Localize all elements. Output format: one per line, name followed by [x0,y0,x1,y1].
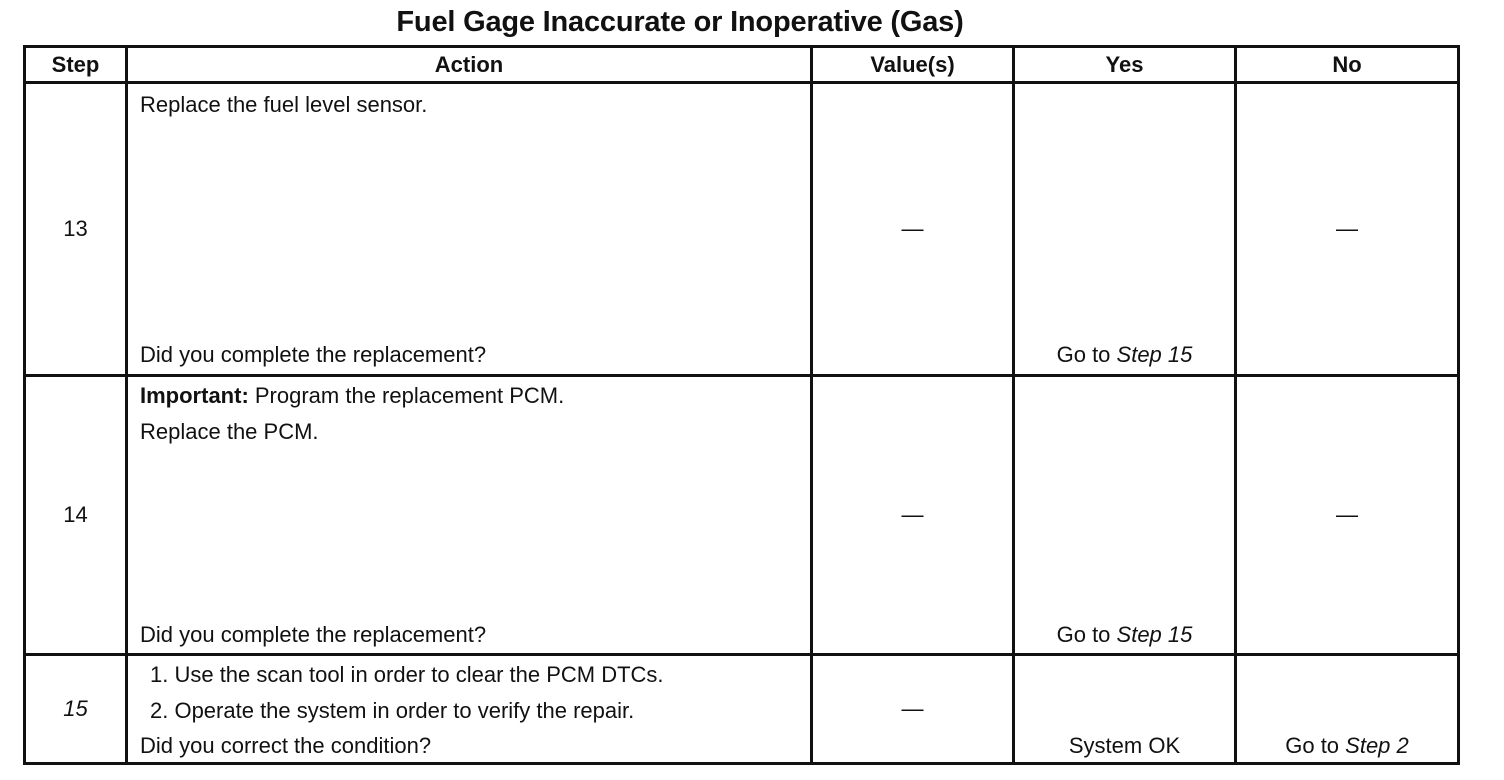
value-cell [812,376,1014,655]
header-values: Value(s) [812,47,1014,83]
step-number: 14 [63,502,88,527]
value-cell [812,655,1014,764]
list-item: 1. Use the scan tool in order to clear the PCM DTCs. [150,662,664,687]
value-cell [812,83,1014,376]
value-dash: — [901,216,924,241]
action-question: Did you complete the replacement? [140,622,487,647]
important-note: Important: Program the replacement PCM. [140,383,565,408]
page-title: Fuel Gage Inaccurate or Inoperative (Gas) [396,6,964,38]
no-goto: Go to Step 2 [1285,733,1409,758]
step-cell [25,376,127,655]
header-step: Step [25,47,127,83]
table-header-row [25,47,1459,83]
header-action: Action [127,47,812,83]
no-dash: — [1336,502,1358,527]
step-cell [25,655,127,764]
table-row [25,83,1459,376]
yes-cell [1014,655,1236,764]
step-reference: Step 2 [1345,733,1409,758]
action-question: Did you correct the condition? [140,733,432,758]
header-yes: Yes [1014,47,1236,83]
yes-goto: Go to Step 15 [1056,622,1193,647]
action-instruction: Replace the fuel level sensor. [140,92,428,117]
no-cell [1236,376,1459,655]
action-cell [127,376,812,655]
step-number: 15 [63,696,88,721]
step-reference: Step 15 [1116,622,1193,647]
no-cell [1236,83,1459,376]
yes-cell [1014,83,1236,376]
no-cell [1236,655,1459,764]
action-cell [127,83,812,376]
procedure-table [23,45,1460,765]
action-cell [127,655,812,764]
step-reference: Step 15 [1116,342,1193,367]
table-row [25,655,1459,764]
no-dash: — [1336,216,1358,241]
value-dash: — [901,502,924,527]
yes-goto: Go to Step 15 [1056,342,1193,367]
list-item: 2. Operate the system in order to verify the repair. [150,698,635,723]
value-dash: — [901,696,924,721]
yes-result: System OK [1068,733,1181,758]
action-question: Did you complete the replacement? [140,342,487,367]
step-number: 13 [63,216,88,241]
table-row [25,376,1459,655]
yes-cell [1014,376,1236,655]
step-cell [25,83,127,376]
action-instruction: Replace the PCM. [140,419,319,444]
header-no: No [1236,47,1459,83]
